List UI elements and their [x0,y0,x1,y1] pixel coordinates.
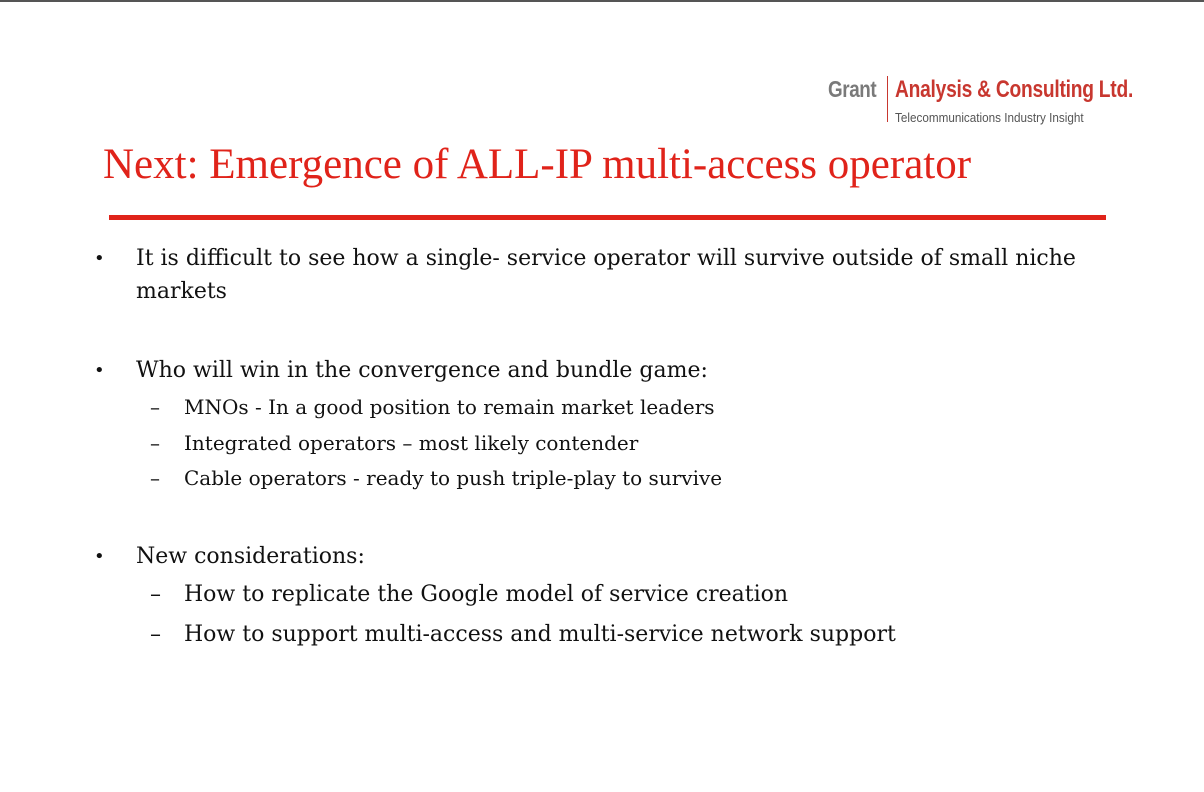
bullet-marker: • [94,360,105,381]
sub-bullet-text: Integrated operators – most likely contender [184,431,639,455]
logo-tagline: Telecommunications Industry Insight [895,110,1084,125]
logo-company-name: Analysis & Consulting Ltd. [895,76,1134,103]
bullet-text: New considerations: [136,544,365,569]
sub-bullet-marker: – [150,466,160,490]
sub-bullet-marker: – [150,582,161,607]
logo-brand: Grant [828,76,877,102]
bullet-marker: • [94,248,105,269]
sub-bullet-marker: – [150,622,161,647]
sub-bullet-marker: – [150,431,160,455]
sub-bullet-text: How to replicate the Google model of service creation [184,582,789,607]
sub-bullet-marker: – [150,395,160,419]
bullet-text: It is difficult to see how a single- service operator will survive outside of small niche markets [136,246,1076,304]
bullet-text: Who will win in the convergence and bundle game: [136,358,708,383]
sub-bullet-text: Cable operators - ready to push triple-play to survive [184,466,723,490]
bullet-marker: • [94,546,105,567]
sub-bullet-text: MNOs - In a good position to remain market leaders [184,395,715,419]
sub-bullet-text: How to support multi-access and multi-service network support [184,622,896,647]
slide-title: Next: Emergence of ALL-IP multi-access operator [103,141,972,188]
